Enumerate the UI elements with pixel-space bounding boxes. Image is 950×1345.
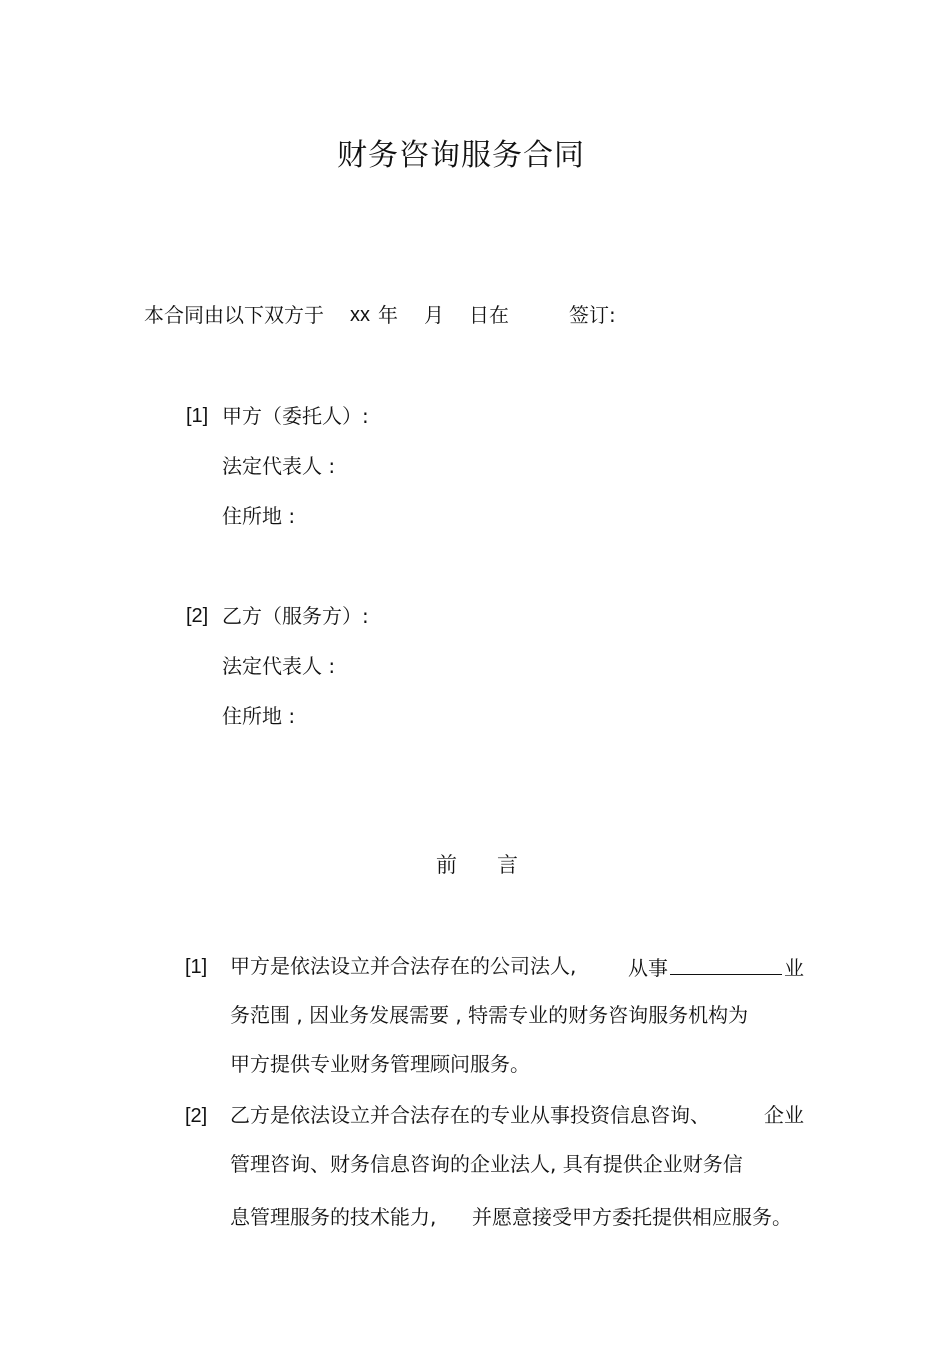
preface-item-2-line-3a: 息管理服务的技术能力,: [230, 1205, 437, 1229]
preface-item-2-index: [2]: [185, 1105, 208, 1127]
preface-item-2-line-1b: 企业: [764, 1103, 804, 1127]
preface-item-1-line-2: 务范围 , 因业务发展需要 , 特需专业的财务咨询服务机构为: [230, 1003, 749, 1027]
party-a-representative: 法定代表人 :: [222, 454, 336, 478]
preface-heading-right: 言: [497, 853, 518, 877]
business-scope-blank: [670, 956, 782, 975]
preface-item-1-index: [1]: [185, 956, 208, 978]
intro-day-unit: 日在: [469, 303, 509, 327]
intro-year-unit: 年: [378, 303, 398, 327]
party-a-index: [1]: [186, 405, 209, 427]
party-b-representative: 法定代表人 :: [222, 654, 336, 678]
party-b-index: [2]: [186, 605, 209, 627]
intro-signed: 签订:: [569, 303, 616, 327]
intro-lead: 本合同由以下双方于: [144, 303, 324, 327]
preface-item-1-line-1b: [628, 956, 804, 978]
preface-heading-left: 前: [436, 853, 457, 877]
preface-item-1-line-1c: 业: [784, 956, 804, 980]
intro-year-value: xx: [350, 304, 370, 326]
preface-item-1-line-1b-text: 从事: [628, 956, 668, 980]
preface-item-2-line-2: 管理咨询、财务信息咨询的企业法人, 具有提供企业财务信: [230, 1152, 743, 1176]
party-a-label: 甲方（委托人）:: [222, 404, 369, 428]
preface-item-1-line-3: 甲方提供专业财务管理顾问服务。: [230, 1052, 530, 1076]
party-a-address: 住所地 :: [222, 504, 296, 528]
preface-item-2-line-3b: 并愿意接受甲方委托提供相应服务。: [472, 1205, 792, 1229]
intro-month-unit: 月: [424, 303, 444, 327]
party-b-label: 乙方（服务方）:: [222, 604, 369, 628]
preface-item-2-line-1a: 乙方是依法设立并合法存在的专业从事投资信息咨询、: [230, 1103, 710, 1127]
document-title: 财务咨询服务合同: [337, 138, 585, 173]
party-b-address: 住所地 :: [222, 704, 296, 728]
preface-heading: [436, 855, 558, 876]
preface-item-1-line-1a: 甲方是依法设立并合法存在的公司法人,: [230, 954, 577, 978]
